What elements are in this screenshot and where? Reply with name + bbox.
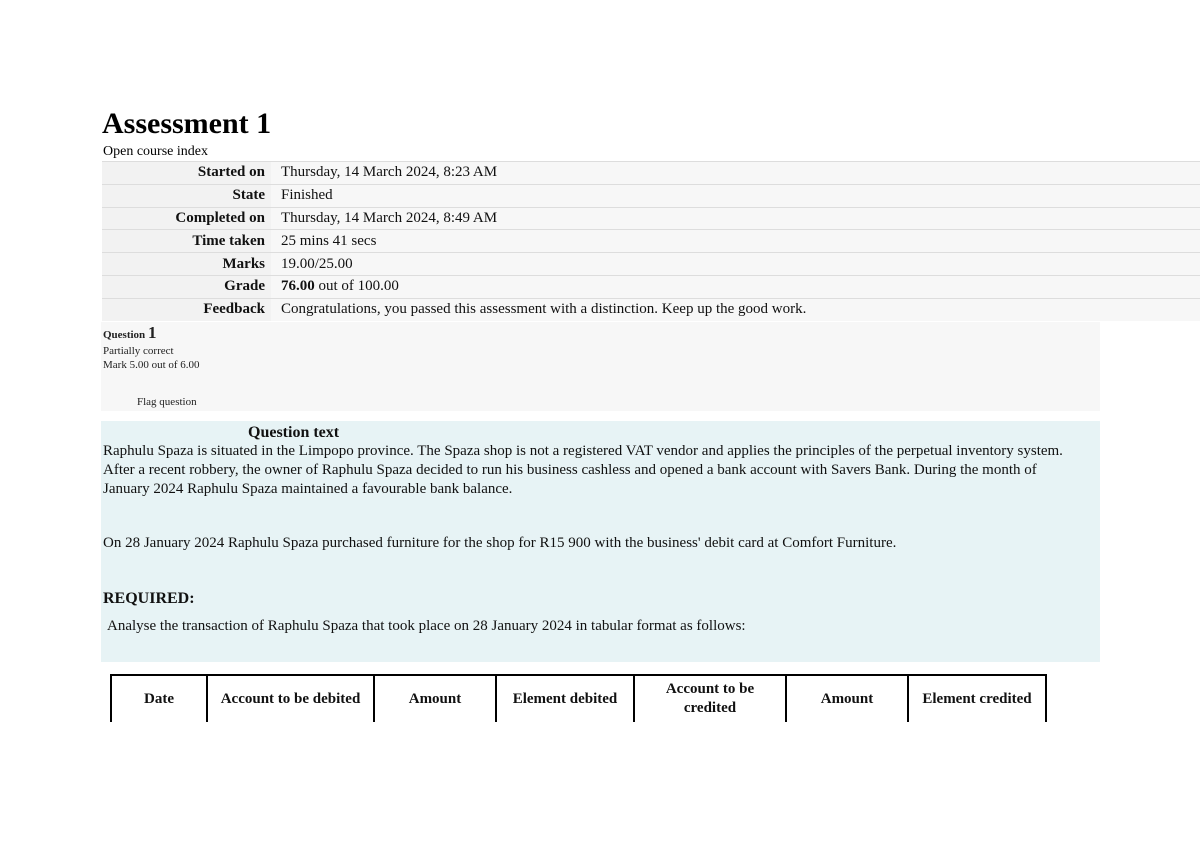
question-content-panel [101, 421, 1100, 662]
grade-value: 76.00 [281, 278, 315, 295]
question-info-panel [101, 322, 1100, 411]
question-number-value: 1 [147, 323, 157, 342]
summary-label: Marks [102, 253, 271, 276]
summary-value: Thursday, 14 March 2024, 8:23 AM [271, 162, 1200, 185]
summary-label: Grade [102, 275, 271, 298]
summary-label: State [102, 184, 271, 207]
summary-value: 25 mins 41 secs [271, 230, 1200, 253]
column-header-element-debited: Element debited [496, 675, 634, 722]
summary-value: Congratulations, you passed this assessment with a distinction. Keep up the good work. [271, 298, 1200, 321]
column-header-account-debited: Account to be debited [207, 675, 374, 722]
column-header-amount-debit: Amount [374, 675, 496, 722]
question-paragraph: Raphulu Spaza is situated in the Limpopo province. The Spaza shop is not a registered VAT vendor and applies the principles of the perpetual inventory system. After a recent robbery, the owner of Raphulu Spaza decided to run his business cashless and opened a bank account with Savers Bank. During the month of January 2024 Raphulu Spaza maintained a favourable bank balance. [103, 443, 1063, 497]
question-state: Partially correct [103, 345, 174, 357]
question-text-heading: Question text [248, 424, 340, 441]
summary-label: Feedback [102, 298, 271, 321]
summary-row-time-taken [102, 230, 1200, 253]
summary-label: Completed on [102, 207, 271, 230]
attempt-summary-table [102, 161, 1200, 321]
summary-row-completed-on [102, 207, 1200, 230]
summary-row-marks [102, 253, 1200, 276]
column-header-amount-credit: Amount [786, 675, 908, 722]
summary-value: 19.00/25.00 [271, 253, 1200, 276]
question-paragraph: On 28 January 2024 Raphulu Spaza purchased furniture for the shop for R15 900 with the business' debit card at Comfort Furniture. [103, 535, 897, 551]
table-header-row [111, 675, 1046, 722]
question-number [103, 324, 156, 344]
transaction-analysis-table [110, 674, 1047, 722]
summary-value: Thursday, 14 March 2024, 8:49 AM [271, 207, 1200, 230]
summary-row-grade [102, 275, 1200, 298]
summary-row-feedback [102, 298, 1200, 321]
column-header-element-credited: Element credited [908, 675, 1046, 722]
summary-row-state [102, 184, 1200, 207]
required-heading: REQUIRED: [103, 590, 195, 607]
open-course-index-link[interactable]: Open course index [103, 144, 208, 159]
column-header-account-credited: Account to be credited [634, 675, 786, 722]
summary-label: Time taken [102, 230, 271, 253]
grade-out-of: out of 100.00 [314, 278, 399, 295]
column-header-date: Date [111, 675, 207, 722]
summary-value [271, 275, 1200, 298]
question-mark: Mark 5.00 out of 6.00 [103, 359, 200, 371]
flag-question-link[interactable]: Flag question [137, 396, 197, 408]
summary-row-started-on [102, 162, 1200, 185]
summary-value: Finished [271, 184, 1200, 207]
question-prefix: Question [103, 329, 146, 341]
summary-label: Started on [102, 162, 271, 185]
question-paragraph: Analyse the transaction of Raphulu Spaza that took place on 28 January 2024 in tabular format as follows: [107, 618, 746, 634]
page-title: Assessment 1 [102, 107, 272, 140]
